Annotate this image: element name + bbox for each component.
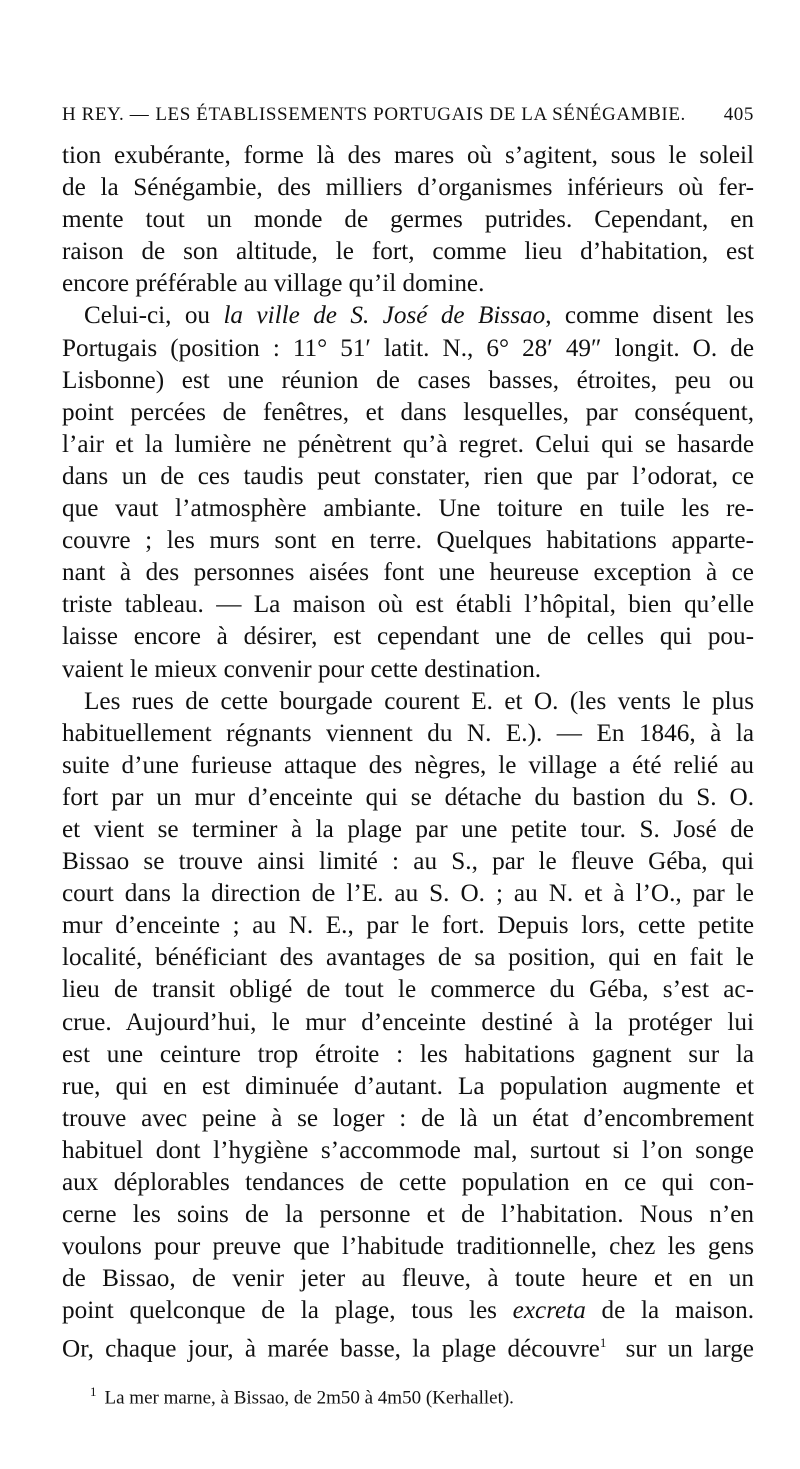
text-line: mur d’enceinte ; au N. E., par le fort. Depuis lors, cette petite <box>62 912 754 940</box>
text-line: voulons pour preuve que l’habitude traditionnelle, chez les gens <box>62 1233 754 1261</box>
text-line: vaient le mieux convenir pour cette destination. <box>62 655 542 683</box>
footnote <box>90 1380 754 1410</box>
text-line <box>62 1327 754 1363</box>
running-head-author: H REY. — <box>62 104 150 125</box>
text-line: est une ceinture trop étroite : les habitations gagnent sur la <box>62 1040 754 1068</box>
text-line: trouve avec peine à se loger : de là un état d’encombrement <box>62 1104 754 1132</box>
text-fragment: Celui-ci, ou <box>84 302 224 330</box>
text-line: habituellement régnants viennent du N. E.). — En 1846, à la <box>62 719 754 747</box>
running-head <box>62 104 754 134</box>
text-line: Portugais (position : 11° 51′ latit. N., 6° 28′ 49″ longit. O. de <box>62 334 754 362</box>
body-text <box>62 140 755 1363</box>
text-line: de la Sénégambie, des milliers d’organismes inférieurs où fer- <box>62 174 754 202</box>
text-line: dans un de ces taudis peut constater, rien que par l’odorat, ce <box>62 462 754 490</box>
text-fragment: Or, chaque jour, à marée basse, la plage découvre <box>62 1335 600 1363</box>
text-line: habituel dont l’hygiène s’accommode mal, surtout si l’on songe <box>62 1136 754 1164</box>
text-line: mente tout un monde de germes putrides. Cependant, en <box>62 206 754 234</box>
text-line: localité, bénéficiant des avantages de sa position, qui en fait le <box>62 944 754 972</box>
text-line: et vient se terminer à la plage par une petite tour. S. José de <box>62 815 754 843</box>
text-line: nant à des personnes aisées font une heureuse exception à ce <box>62 559 754 587</box>
text-fragment: de la maison. <box>585 1297 754 1325</box>
text-line: court dans la direction de l’E. au S. O. ; au N. et à l’O., par le <box>62 880 754 908</box>
text-line: Bissao se trouve ainsi limité : au S., par le fleuve Géba, qui <box>62 848 754 876</box>
text-line: suite d’une furieuse attaque des nègres, le village a été relié au <box>62 751 754 779</box>
text-line: raison de son altitude, le fort, comme lieu d’habitation, est <box>62 238 754 266</box>
footnote-text: La mer marne, à Bissao, de 2m50 à 4m50 (Kerhallet). <box>104 1387 514 1409</box>
text-line <box>62 300 754 332</box>
text-line: de Bissao, de venir jeter au fleuve, à toute heure et en un <box>62 1265 754 1293</box>
text-line: que vaut l’atmosphère ambiante. Une toiture en tuile les re- <box>62 495 754 523</box>
running-head-title: LES ÉTABLISSEMENTS PORTUGAIS DE LA SÉNÉGAMBIE. <box>155 104 686 125</box>
text-line <box>62 1295 754 1327</box>
text-line: l’air et la lumière ne pénètrent qu’à regret. Celui qui se hasarde <box>62 430 754 458</box>
text-line: aux déplorables tendances de cette population en ce qui con- <box>62 1169 754 1196</box>
footnote-mark: 1 <box>90 1384 97 1399</box>
text-line: point percées de fenêtres, et dans lesquelles, par conséquent, <box>62 398 754 426</box>
text-fragment: , comme disent les <box>545 302 755 330</box>
text-line: Les rues de cette bourgade courent E. et O. (les vents le plus <box>84 687 754 715</box>
text-line: fort par un mur d’enceinte qui se détache du bastion du S. O. <box>62 783 754 811</box>
text-fragment: point quelconque de la plage, tous les <box>62 1297 513 1325</box>
text-fragment: sur un large <box>614 1335 754 1363</box>
text-line: Lisbonne) est une réunion de cases basses, étroites, peu ou <box>62 366 754 394</box>
text-line: laisse encore à désirer, est cependant une de celles qui pou- <box>62 623 754 651</box>
italic-term: excreta <box>512 1297 586 1325</box>
text-line: crue. Aujourd’hui, le mur d’enceinte destiné à la protéger lui <box>62 1008 754 1036</box>
page-number: 405 <box>723 104 754 125</box>
text-line: couvre ; les murs sont en terre. Quelques habitations apparte- <box>62 527 754 555</box>
footnote-reference: 1 <box>599 1335 607 1351</box>
text-line: encore préférable au village qu’il domine. <box>62 270 485 298</box>
text-line: tion exubérante, forme là des mares où s’agitent, sous le soleil <box>62 142 754 169</box>
text-line: triste tableau. — La maison où est établi l’hôpital, bien qu’elle <box>62 591 754 619</box>
text-line: cerne les soins de la personne et de l’habitation. Nous n’en <box>62 1201 754 1229</box>
text-line: lieu de transit obligé de tout le commerce du Géba, s’est ac- <box>62 976 754 1004</box>
text-line: rue, qui en est diminuée d’autant. La population augmente et <box>62 1072 754 1100</box>
italic-place-name: la ville de S. José de Bissao <box>223 302 546 330</box>
